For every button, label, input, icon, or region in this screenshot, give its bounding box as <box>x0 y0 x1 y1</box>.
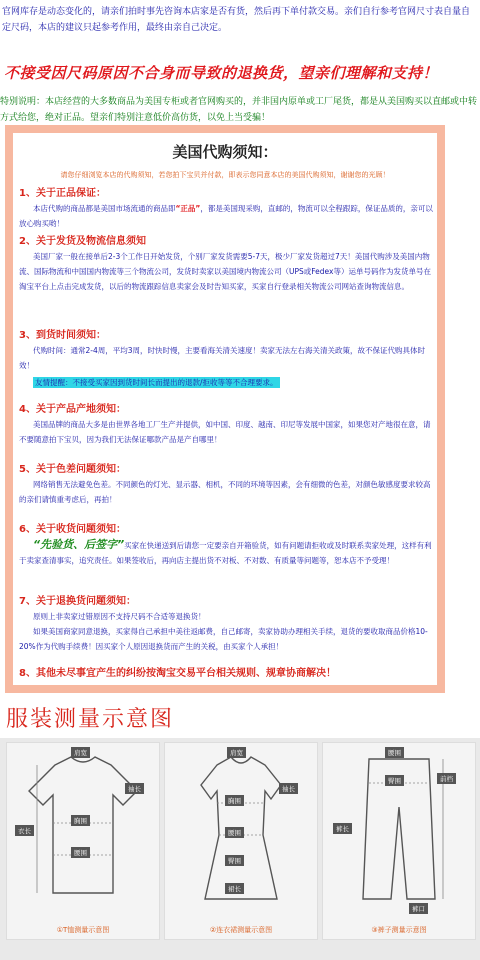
section-authentic <box>19 187 433 231</box>
section-title: 5、关于色差问题须知： <box>19 464 126 475</box>
section-title: 2、关于发货及物流信息须知 <box>19 236 146 247</box>
section-text: 代购时间：通常2-4周，平均3周，时快时慢，主要看海关清关速度！卖家无法左右海关清关政策，故不保证代购具体时效！ <box>19 346 426 370</box>
section-text: 网络销售无法避免色差。不同颜色的灯光、显示器、相机，不同的环境等因素，会有细微的色差，对颜色敏感度要求较高的亲们请慎重考虑后，再拍！ <box>19 480 431 504</box>
section-text: 原则上非卖家过错原因不支持尺码不合适等退换货！ <box>33 612 206 621</box>
tag-waist: 腰围 <box>71 847 90 858</box>
section-title: 1、关于正品保证： <box>19 188 106 199</box>
section-text: 如果美国商家同意退换，买家得自己承担中美往返邮费，自己邮寄，卖家协助办理相关手续，退货的要收取商品价格10-20%作为代购手续费！因买家个人原因退换货而产生的关税，由买家个人承担！ <box>19 627 428 651</box>
section-origin <box>19 403 433 447</box>
panel-title: 美国代购须知： <box>172 143 278 161</box>
tag-shoulder: 肩宽 <box>71 747 90 758</box>
tag-chest: 胸围 <box>71 815 90 826</box>
pants-diagram <box>322 742 476 940</box>
section-receipt <box>19 523 433 568</box>
section-text: 美国品牌的商品大多是由世界各地工厂生产并提供，如中国、印度、越南、印尼等发展中国家，如果您对产地很在意，请不要随意拍下宝贝，因为我们无法保证哪款产品是产自哪里！ <box>19 420 431 444</box>
tag-waist: 腰围 <box>225 827 244 838</box>
card-caption: ②连衣裙测量示意图 <box>209 926 273 934</box>
section-arrival <box>19 329 433 390</box>
panel-subtitle: 请您仔细浏览本店的代购须知，若您拍下宝贝并付款，即表示您同意本店的美国代购须知，谢谢您的光顾！ <box>60 171 390 179</box>
highlight-reminder: 友情提醒：不接受买家因到货时间长而提出的退款/拒收等等不合理要求。 <box>35 378 278 387</box>
dress-diagram <box>164 742 318 940</box>
measure-title: 服装测量示意图 <box>6 707 175 732</box>
special-note: 特别说明：本店经营的大多数商品为美国专柜或者官网购买的，并非国内原单或工厂尾货，都是从美国购买以直邮或中转方式给您，绝对正品。望亲们特别注意低价高仿货，以免上当受骗！ <box>0 97 478 123</box>
tag-hip: 臀围 <box>385 775 404 786</box>
top-notice: 官网库存是动态变化的，请亲们拍时事先咨询本店家是否有货，然后再下单付款交易。亲们自行参考官网尺寸表自量自定尺码，本店的建议只起参考作用，最终由亲自己决定。 <box>2 7 471 33</box>
tag-sleeve: 袖长 <box>279 783 298 794</box>
section-title: 6、关于收货问题须知： <box>19 524 126 535</box>
tag-chest: 胸围 <box>225 795 244 806</box>
section-color <box>19 463 433 507</box>
section-shipping <box>19 235 433 294</box>
card-caption: ③裤子测量示意图 <box>371 926 427 934</box>
purchase-notice-panel <box>13 133 437 685</box>
section-title: 7、关于退换货问题须知： <box>19 596 136 607</box>
tshirt-diagram <box>6 742 160 940</box>
tag-front-rise: 前档 <box>437 773 456 784</box>
tag-leg-opening: 裤口 <box>409 903 428 914</box>
card-caption: ①T恤测量示意图 <box>56 926 110 934</box>
tag-pants-length: 裤长 <box>333 823 352 834</box>
tag-shoulder: 肩宽 <box>227 747 246 758</box>
section-title: 8、其他未尽事宜产生的纠纷按淘宝交易平台相关规则、规章协商解决！ <box>19 668 336 679</box>
purchase-notice-frame <box>5 125 445 693</box>
section-text: 美国厂家一般在接单后2-3个工作日开始发货，个别厂家发货需要5-7天，极少厂家发货超过7天！美国代购涉及美国内物流、国际物流和中国国内物流等三个物流公司，发货时卖家以美国境内物流公司（UPS或Fedex等）运单号码作为发货单号在淘宝平台上点击完成发货，以后的物流跟踪信息卖家会及时告知买家，买家自行登录相关物流公司网站查询物流信息。 <box>19 252 431 291</box>
section-text: “先验货、后签字”买家在快递送到后请您一定要亲自开箱验货，如有问题请拒收或及时联系卖家处理，这样有利于卖家查清事实，追究责任。如果签收后，再向店主提出货不对板、不对数、有质量等问题等，恕本店不予受理！ <box>19 538 432 565</box>
section-text: 本店代购的商品都是美国市场流通的商品即“正品”，都是美国现采购，直邮的，物流可以全程跟踪，保证品质的，亲可以放心购买哟！ <box>19 204 433 228</box>
tag-length: 衣长 <box>15 825 34 836</box>
tag-hip: 臀围 <box>225 855 244 866</box>
measurement-diagrams <box>0 738 480 960</box>
section-return <box>19 595 433 654</box>
refuse-banner: 不接受因尺码原因不合身而导致的退换货，望亲们理解和支持！ <box>4 64 439 82</box>
tag-waist: 腰围 <box>385 747 404 758</box>
tag-sleeve: 袖长 <box>125 783 144 794</box>
section-other <box>19 667 433 681</box>
inspect-slogan: “先验货、后签字” <box>33 538 125 551</box>
tag-dress-length: 裙长 <box>225 883 244 894</box>
section-title: 3、到货时间须知： <box>19 330 106 341</box>
section-title: 4、关于产品产地须知： <box>19 404 126 415</box>
